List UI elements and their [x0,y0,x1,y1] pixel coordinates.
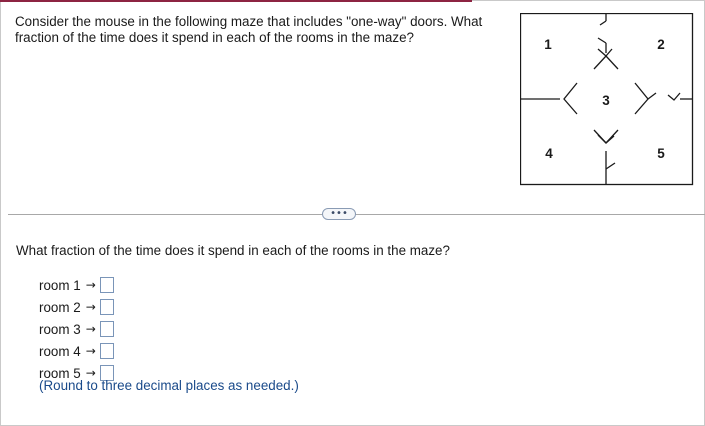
top-accent-bar [0,0,472,2]
door-lower-left [598,135,606,143]
door-top-left [598,38,606,43]
arrow-right-icon: → [85,322,96,336]
maze-diagram [520,13,694,186]
room-4-answer-input[interactable] [100,343,114,359]
room-2-label: 2 [657,37,665,52]
door-lower-right [606,136,614,143]
answer-row-room-1 [39,274,114,296]
answer-row-room-2 [39,296,114,318]
arrow-right-icon: → [85,366,96,380]
room-1-label: 1 [544,37,552,52]
door-upper-right [606,49,612,56]
sub-question-text: What fraction of the time does it spend in each of the rooms in the maze? [16,243,450,258]
diamond-right [635,83,648,114]
section-divider [8,214,705,215]
room-3-answer-label: room 3 [39,321,81,337]
room-3-answer-input[interactable] [100,321,114,337]
room-5-label: 5 [657,146,665,161]
door-bottom [606,163,615,169]
room-4-label: 4 [545,146,553,161]
door-upper-left [598,49,606,56]
room-2-answer-input[interactable] [100,299,114,315]
room-4-answer-label: room 4 [39,343,81,359]
room-1-answer-label: room 1 [39,277,81,293]
door-right-b [668,93,680,100]
diamond-top-left [564,83,577,114]
answer-row-room-4 [39,340,114,362]
room-2-answer-label: room 2 [39,299,81,315]
door-top-right [600,21,606,25]
room-1-answer-input[interactable] [100,277,114,293]
diamond-upper [594,56,618,69]
door-right-a [648,93,656,99]
room-5-answer-label: room 5 [39,365,81,381]
arrow-right-icon: → [85,300,96,314]
expand-more-button[interactable]: ••• [322,208,356,220]
arrow-right-icon: → [85,344,96,358]
answer-list [39,274,114,384]
arrow-right-icon: → [85,278,96,292]
question-text: Consider the mouse in the following maze that includes "one-way" doors. What fraction of the time does it spend in each of the rooms in the maze? [15,14,483,45]
rounding-note: (Round to three decimal places as needed.) [39,378,299,393]
answer-row-room-3 [39,318,114,340]
room-3-label: 3 [602,93,610,108]
